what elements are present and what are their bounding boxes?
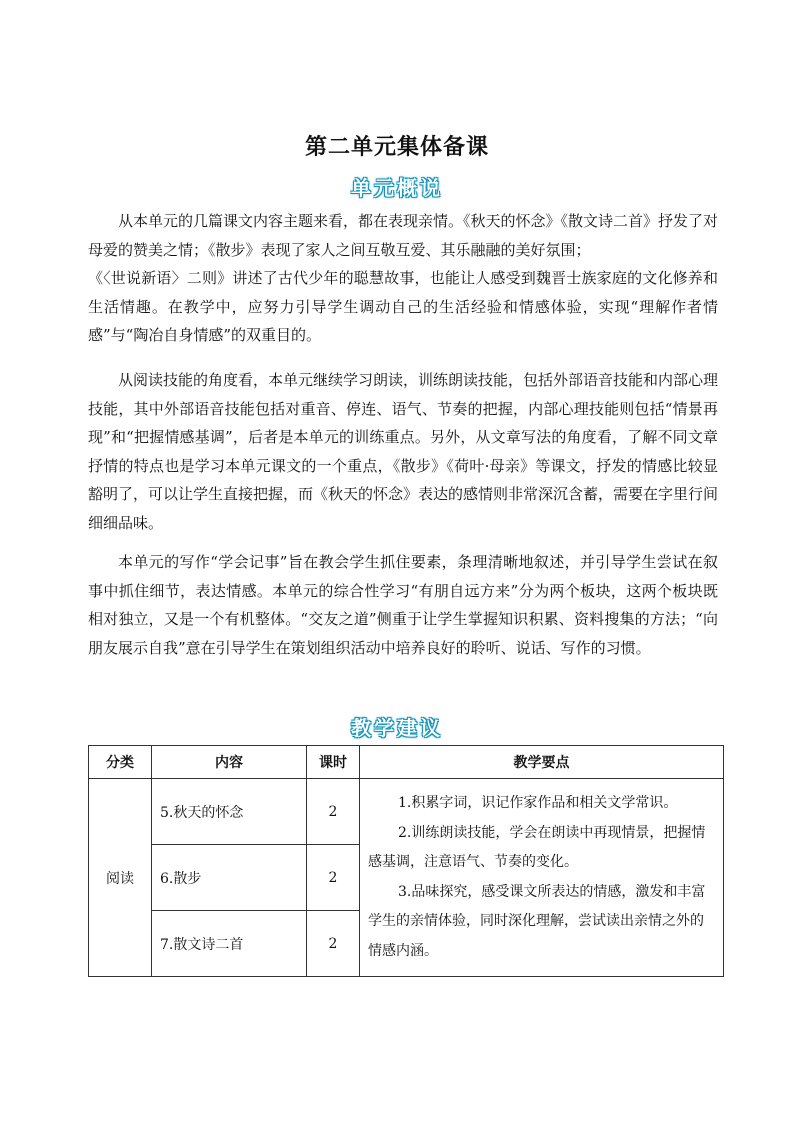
- table-header-row: [89, 746, 724, 779]
- overview-line: 从本单元的几篇课文内容主题来看，都在表现亲情。《秋天的怀念》《散文诗二首》抒发了对母爱的赞美之情；《散步》表现了家人之间互敬互爱、其乐融融的美好氛围；: [88, 212, 719, 259]
- hours-cell: 2: [307, 779, 360, 845]
- header-content: 内容: [152, 746, 307, 779]
- page-title: 第二单元集体备课: [304, 135, 489, 160]
- hours-cell: 2: [307, 911, 360, 977]
- table-row: [89, 779, 724, 845]
- point-item: 1.积累字词，识记作家作品和相关文学常识。: [398, 795, 678, 811]
- content-cell: 5.秋天的怀念: [152, 779, 307, 845]
- header-points: 教学要点: [360, 746, 724, 779]
- teaching-table: [88, 745, 724, 977]
- overview-paragraph-2: [88, 366, 718, 537]
- overview-text: 本单元的写作“学会记事”旨在教会学生抓住要素，条理清晰地叙述，并引导学生尝试在叙事中抓住细节，表达情感。本单元的综合性学习“有朋自远方来”分为两个板块，这两个板块既相对独立，又是一个有机整体。“交友之道”侧重于让学生掌握知识积累、资料搜集的方法；“向朋友展示自我”意在引导学生在策划组织活动中培养良好的聆听、说话、写作的习惯。: [88, 553, 718, 657]
- overview-line: 《〈世说新语〉二则》讲述了古代少年的聪慧故事，也能让人感受到魏晋士族家庭的文化修养和生活情趣。在教学中，应努力引导学生调动自己的生活经验和情感体验，实现“理解作者情感”与“陶冶自身情感”的双重目的。: [88, 269, 718, 344]
- content-cell: 6.散步: [152, 845, 307, 911]
- section-badge-label: 单元概说: [351, 176, 443, 200]
- overview-paragraph-1: [88, 207, 718, 350]
- overview-paragraph-3: [88, 548, 718, 662]
- points-cell: [360, 779, 724, 977]
- overview-text: 从阅读技能的角度看，本单元继续学习朗读，训练朗读技能，包括外部语音技能和内部心理技能，其中外部语音技能包括对重音、停连、语气、节奏的把握，内部心理技能则包括“情景再现”和“把握情感基调”，后者是本单元的训练重点。另外，从文章写法的角度看，了解不同文章抒情的特点也是学习本单元课文的一个重点，《散步》《荷叶·母亲》等课文，抒发的情感比较显豁明了，可以让学生直接把握，而《秋天的怀念》表达的感情则非常深沉含蓄，需要在字里行间细细品味。: [88, 371, 719, 532]
- hours-cell: 2: [307, 845, 360, 911]
- section-badge-overview: [0, 172, 794, 201]
- header-hours: 课时: [307, 746, 360, 779]
- category-cell: 阅读: [89, 779, 152, 977]
- section-badge-label: 教学建议: [351, 716, 443, 740]
- header-category: 分类: [89, 746, 152, 779]
- content-cell: 7.散文诗二首: [152, 911, 307, 977]
- point-item: 3.品味探究，感受课文所表达的情感，激发和丰富学生的亲情体验，同时深化理解，尝试读出亲情之外的情感内涵。: [368, 883, 706, 959]
- point-item: 2.训练朗读技能，学会在朗读中再现情景，把握情感基调，注意语气、节奏的变化。: [368, 824, 706, 870]
- section-badge-suggestion: [0, 712, 794, 741]
